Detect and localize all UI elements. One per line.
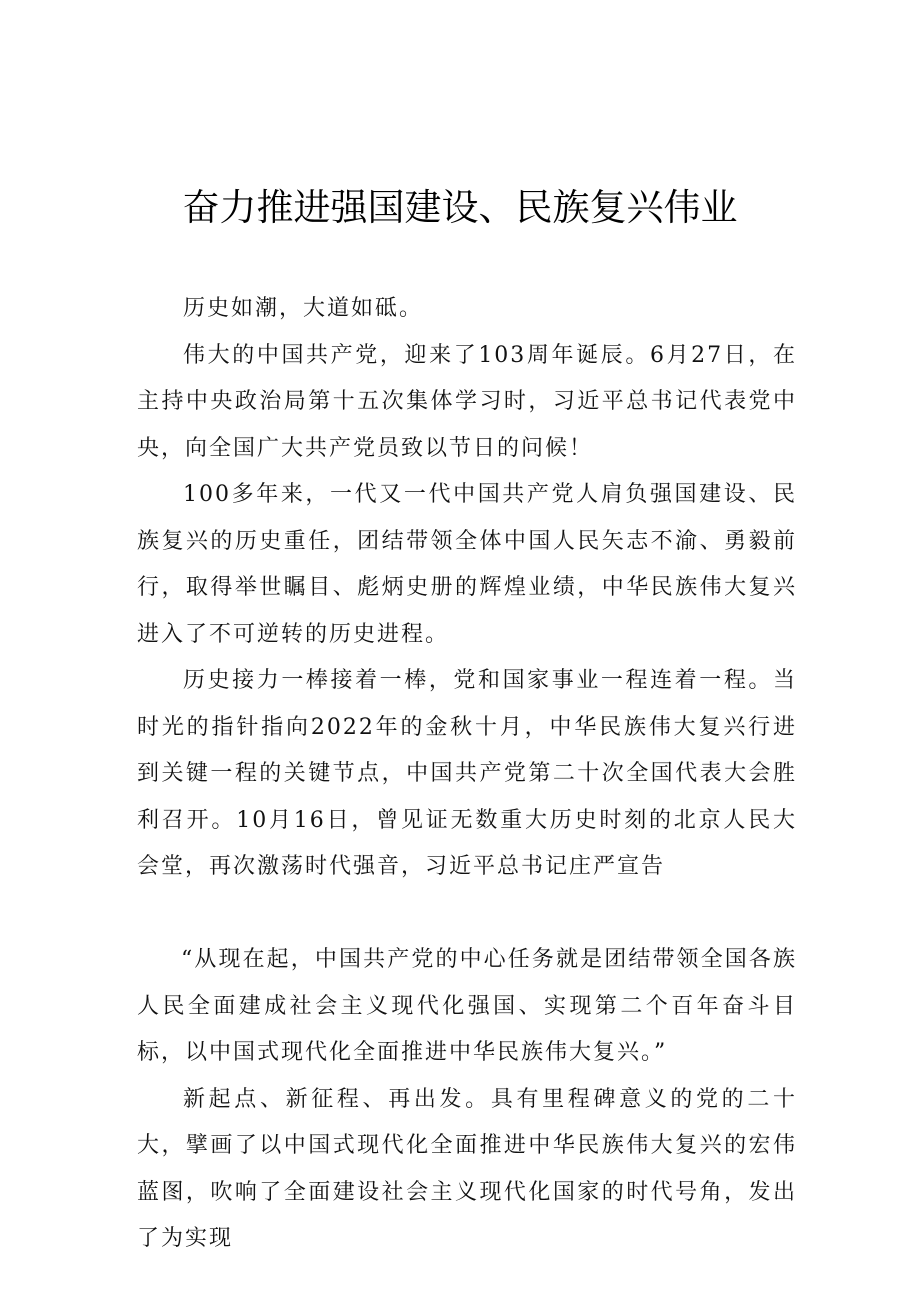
paragraph-intro: 历史如潮，大道如砥。 xyxy=(183,296,424,321)
paragraph-congress: 历史接力一棒接着一棒，党和国家事业一程连着一程。当时光的指针指向2022年的金秋十月，中华民族伟大复兴行进到关键一程的关键节点，中国共产党第二十次全国代表大会胜利召开。10月16日，曾见证无数重大历史时刻的北京人民大会堂，再次激荡时代强音，习近平总书记庄严宣告 xyxy=(137,668,797,879)
paragraph-anniversary: 伟大的中国共产党，迎来了103周年诞辰。6月27日，在主持中央政治局第十五次集体学习时，习近平总书记代表党中央，向全国广大共产党员致以节日的问候！ xyxy=(137,342,797,461)
paragraph-history: 100多年来，一代又一代中国共产党人肩负强国建设、民族复兴的历史重任，团结带领全体中国人民矢志不渝、勇毅前行，取得举世瞩目、彪炳史册的辉煌业绩，中华民族伟大复兴进入了不可逆转的历史进程。 xyxy=(137,482,797,647)
document-body xyxy=(137,286,797,1263)
paragraph-new-journey: 新起点、新征程、再出发。具有里程碑意义的党的二十大，擘画了以中国式现代化全面推进中华民族伟大复兴的宏伟蓝图，吹响了全面建设社会主义现代化国家的时代号角，发出了为实现 xyxy=(137,1086,797,1251)
paragraph-quote: “从现在起，中国共产党的中心任务就是团结带领全国各族人民全面建成社会主义现代化强国、实现第二个百年奋斗目标，以中国式现代化全面推进中华民族伟大复兴。” xyxy=(137,947,797,1065)
document-title: 奋力推进强国建设、民族复兴伟业 xyxy=(182,186,738,229)
